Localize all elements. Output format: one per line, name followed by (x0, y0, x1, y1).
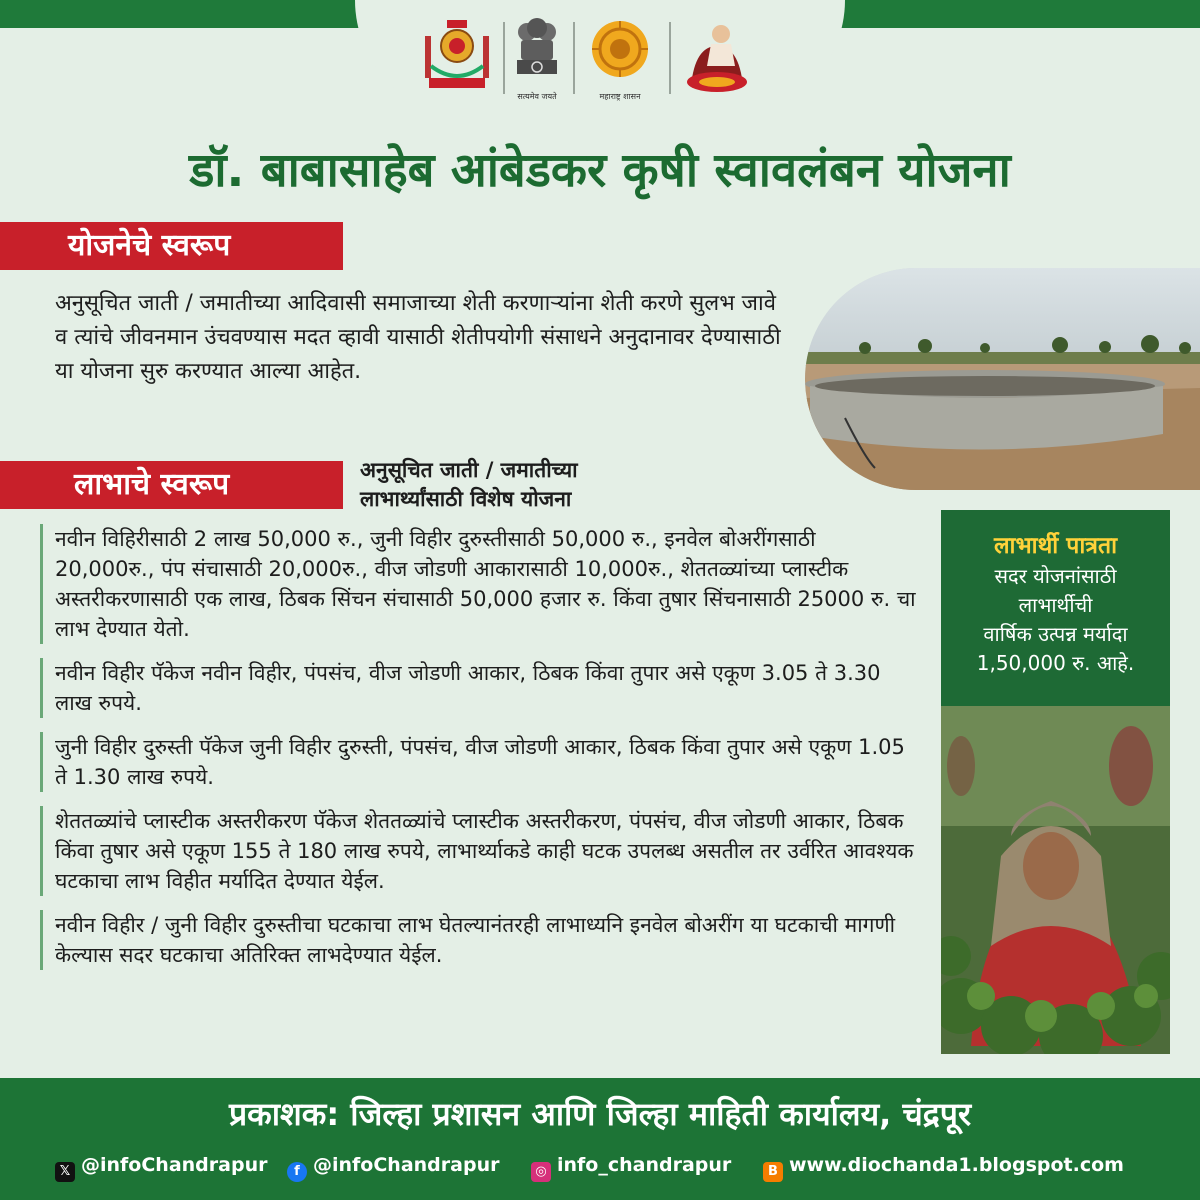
punyashlok-300-logo (681, 16, 753, 98)
well-photo (805, 268, 1200, 490)
eligibility-line-2: लाभार्थीची (1018, 593, 1093, 617)
farmer-woman-photo (941, 706, 1170, 1054)
benefit-paragraph-grants: नवीन विहिरीसाठी 2 लाख 50,000 रु., जुनी विहीर दुरुस्तीसाठी 50,000 रु., इनवेल बोअरींगसाठी 20,000रु., पंप संचासाठी 20,000रु., वीज जोडणी आकारासाठी 10,000रु., शेततळ्यांच्या प्लास्टीक अस्तरीकरणासाठी एक लाख, ठिबक सिंचन संचासाठी 50,000 हजार रु. किंवा तुषार सिंचनासाठी 25000 रु. चा लाभ देण्यात येतो. (40, 524, 920, 644)
chandrapur-emblem-logo (417, 16, 497, 98)
eligibility-line-4: 1,50,000 रु. आहे. (976, 651, 1135, 675)
section-tag-benefit-nature: लाभाचे स्वरूप (0, 461, 343, 509)
benefit-subtitle-line-1: अनुसूचित जाती / जमातीच्या (360, 458, 578, 482)
social-x[interactable] (55, 1150, 267, 1180)
social-facebook-handle: @infoChandrapur (313, 1154, 500, 1176)
social-instagram-handle: info_chandrapur (557, 1154, 732, 1176)
ashoka-emblem-logo (511, 16, 563, 101)
instagram-icon: ◎ (531, 1162, 551, 1182)
eligibility-line-3: वार्षिक उत्पन्न मर्यादा (983, 622, 1128, 646)
eligibility-heading: लाभार्थी पात्रता (993, 533, 1118, 559)
publisher-line: प्रकाशक: जिल्हा प्रशासन आणि जिल्हा माहिती कार्यालय, चंद्रपूर (228, 1095, 972, 1133)
page-title: डॉ. बाबासाहेब आंबेडकर कृषी स्वावलंबन योजना (189, 143, 1011, 198)
eligibility-box (941, 510, 1170, 1054)
logo-separator (503, 22, 505, 94)
social-blogger-handle: www.diochanda1.blogspot.com (789, 1154, 1124, 1176)
facebook-icon: f (287, 1162, 307, 1182)
logo-separator (669, 22, 671, 94)
logo-strip (355, 0, 845, 118)
benefit-paragraph-new-well: नवीन विहीर पॅकेज नवीन विहीर, पंपसंच, वीज जोडणी आकार, ठिबक किंवा तुपार असे एकूण 3.05 ते 3.30 लाख रुपये. (40, 658, 920, 718)
benefit-paragraph-inwell-boring: नवीन विहीर / जुनी विहीर दुरुस्तीचा घटकाचा लाभ घेतल्यानंतरही लाभाध्यनि इनवेल बोअरींग या घटकाची मागणी केल्यास सदर घटकाचा अतिरिक्त लाभदेण्यात येईल. (40, 910, 920, 970)
x-icon: 𝕏 (55, 1162, 75, 1182)
social-facebook[interactable] (287, 1150, 499, 1180)
social-blogger[interactable] (763, 1150, 1124, 1180)
logo-caption: सत्यमेव जयते (517, 92, 557, 101)
scheme-description: अनुसूचित जाती / जमातीच्या आदिवासी समाजाच्या शेती करणाऱ्यांना शेती करणे सुलभ जावे व त्यांचे जीवनमान उंचवण्यास मदत व्हावी यासाठी शेतीपयोगी संसाधने अनुदानावर देण्यासाठी या योजना सुरु करण्यात आल्या आहेत. (55, 291, 781, 384)
benefit-subtitle (360, 456, 800, 514)
logo-caption: महाराष्ट्र शासन (599, 92, 641, 101)
logo-separator (573, 22, 575, 94)
maharashtra-shasan-logo (579, 16, 661, 101)
benefit-paragraphs (40, 524, 920, 984)
social-x-handle: @infoChandrapur (81, 1154, 268, 1176)
benefit-subtitle-line-2: लाभार्थ्यांसाठी विशेष योजना (360, 487, 572, 511)
footer (0, 1078, 1200, 1200)
eligibility-line-1: सदर योजनांसाठी (994, 564, 1117, 588)
section-tag-scheme-nature: योजनेचे स्वरूप (0, 222, 343, 270)
social-instagram[interactable] (531, 1150, 731, 1180)
benefit-paragraph-farm-pond: शेततळ्यांचे प्लास्टीक अस्तरीकरण पॅकेज शेततळ्यांचे प्लास्टीक अस्तरीकरण, पंपसंच, वीज जोडणी आकार, ठिबक किंवा तुषार असे एकूण 155 ते 180 लाख रुपये, लाभार्थ्याकडे काही घटक उपलब्ध असतील तर उर्वरित आवश्यक घटकाचा लाभ विहीत मर्यादित देण्यात येईल. (40, 806, 920, 896)
eligibility-text (941, 562, 1170, 678)
social-links (55, 1150, 1165, 1180)
blogger-icon: B (763, 1162, 783, 1182)
benefit-paragraph-old-well: जुनी विहीर दुरुस्ती पॅकेज जुनी विहीर दुरुस्ती, पंपसंच, वीज जोडणी आकार, ठिबक किंवा तुपार असे एकूण 1.05 ते 1.30 लाख रुपये. (40, 732, 920, 792)
